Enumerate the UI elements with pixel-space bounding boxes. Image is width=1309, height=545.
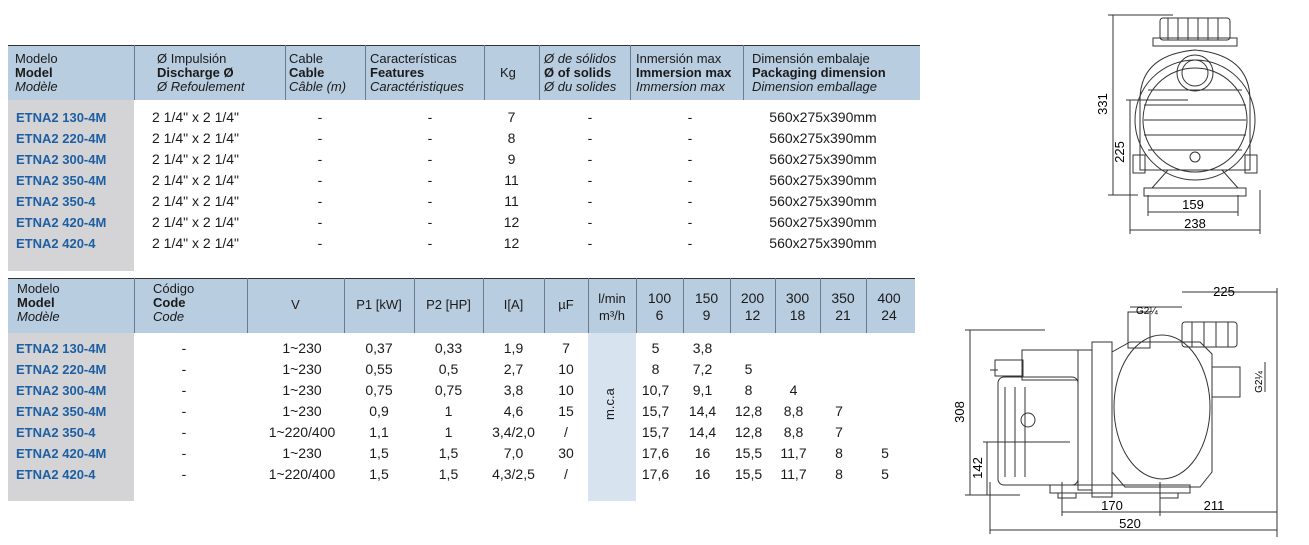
flow-header-200	[730, 290, 775, 324]
table2-head-cell: 12,8	[734, 403, 763, 419]
table2-head-cell: 5	[881, 445, 889, 461]
pump-side-drawing	[950, 282, 1280, 542]
divider	[365, 45, 366, 100]
inlet-label: G2¼	[1136, 306, 1158, 317]
table2-p2-cell: 0,33	[434, 340, 463, 356]
table2-code-cell: -	[181, 361, 187, 377]
table2-head-cell: 14,4	[688, 403, 717, 419]
table1-solids-cell: -	[587, 130, 593, 146]
header-packaging: Dimensión embalaje Packaging dimension Dimension emballage	[752, 51, 886, 94]
table2-head-cell: 8,8	[783, 424, 804, 440]
flow-lmin: 200	[740, 290, 765, 306]
table1-cable-cell: -	[317, 193, 323, 209]
dim-170: 170	[1101, 498, 1123, 513]
table1-immersion-cell: -	[687, 193, 693, 209]
table1-solids-cell: -	[587, 214, 593, 230]
table2-head-cell: 11,7	[780, 445, 807, 461]
flow-m3h: 12	[744, 307, 761, 323]
table1-features-cell: -	[427, 130, 433, 146]
header2-code: Código Code Code	[153, 281, 195, 324]
table2-p2-cell: 1,5	[438, 466, 459, 482]
table1-features-cell: -	[427, 193, 433, 209]
header-immersion: Inmersión max Immersion max Immersion max	[636, 51, 732, 94]
table2-p1-cell: 1,1	[369, 424, 389, 440]
header-discharge: Ø Impulsión Discharge Ø Ø Refoulement	[157, 51, 245, 94]
table2-i-cell: 3,4/2,0	[492, 424, 535, 440]
table2-code-cell: -	[181, 445, 187, 461]
table2-head-cell: 10,7	[641, 382, 670, 398]
table1-packaging-cell: 560x275x390mm	[769, 214, 877, 230]
header2-uf: µF	[558, 297, 574, 312]
table2-head-cell: 8	[651, 361, 660, 377]
table2-head-cell: 16	[694, 466, 711, 482]
table2-uf-cell: 7	[562, 340, 570, 356]
flow-header-150	[683, 290, 730, 324]
table2-p2-cell: 1	[444, 403, 453, 419]
header-model: Modelo Model Modèle	[15, 51, 58, 94]
table2-code-cell: -	[181, 382, 187, 398]
header2-i: I[A]	[503, 297, 524, 312]
table1-kg-cell: 11	[504, 172, 519, 188]
table2-v-cell: 1~220/400	[268, 424, 336, 440]
table1-discharge-cell: 2 1/4" x 2 1/4"	[152, 151, 239, 167]
table2-p1-cell: 0,9	[369, 403, 389, 419]
table2-head-cell: 17,6	[641, 466, 670, 482]
header2-p2: P2 [HP]	[426, 297, 471, 312]
table1-packaging-cell: 560x275x390mm	[769, 109, 877, 125]
table2-head-cell: 4	[789, 382, 798, 398]
table1-solids-cell: -	[587, 235, 593, 251]
table2-head-cell: 7	[835, 403, 843, 419]
table2-model-cell: ETNA2 350-4	[16, 425, 96, 440]
table2-head-cell: 5	[881, 466, 889, 482]
flow-lmin: 150	[694, 290, 719, 306]
table2-head-cell: 15,7	[641, 403, 670, 419]
table2-p2-cell: 1	[444, 424, 453, 440]
flow-lmin: 350	[831, 290, 855, 306]
table1-cable-cell: -	[317, 172, 323, 188]
flow-header-100	[636, 290, 683, 324]
dim-225: 225	[1112, 141, 1127, 163]
flow-header-400	[866, 290, 912, 324]
table2-v-cell: 1~220/400	[268, 466, 336, 482]
table2-head-cell: 12,8	[734, 424, 763, 440]
table2-v-cell: 1~230	[282, 403, 322, 419]
table1-model-cell: ETNA2 350-4	[16, 194, 96, 209]
table2-p1-cell: 0,55	[365, 361, 393, 377]
table2-uf-cell: 30	[558, 445, 574, 461]
table1-solids-cell: -	[587, 172, 593, 188]
table2-head-cell: 11,7	[780, 466, 807, 482]
table2-v-cell: 1~230	[282, 445, 322, 461]
table1-immersion-cell: -	[687, 151, 693, 167]
table2-p2-cell: 0,75	[434, 382, 463, 398]
table2-model-cell: ETNA2 420-4	[16, 467, 96, 482]
table1-features-cell: -	[427, 172, 433, 188]
table2-p1-cell: 1,5	[369, 466, 389, 482]
divider	[630, 45, 631, 100]
table1-kg-cell: 11	[504, 193, 519, 209]
table2-i-cell: 4,3/2,5	[492, 466, 535, 482]
table1-cable-cell: -	[317, 235, 323, 251]
table1-cable-cell: -	[317, 109, 323, 125]
table2-code-cell: -	[181, 403, 187, 419]
table1-kg-cell: 8	[507, 130, 516, 146]
table2-head-cell: 7,2	[692, 361, 713, 377]
table2-p1-cell: 0,75	[365, 382, 393, 398]
table1-discharge-cell: 2 1/4" x 2 1/4"	[152, 130, 239, 146]
flow-m3h: 21	[835, 307, 851, 323]
table2-uf-cell: 10	[558, 361, 574, 377]
flow-m3h: 24	[881, 307, 897, 323]
table2-p1-cell: 0,37	[365, 340, 393, 356]
table2-p2-cell: 0,5	[438, 361, 459, 377]
table1-immersion-cell: -	[687, 214, 693, 230]
table1-cable-cell: -	[317, 151, 323, 167]
table1-kg-cell: 12	[503, 235, 520, 251]
table2-head-cell: 3,8	[692, 340, 713, 356]
table2-i-cell: 4,6	[503, 403, 524, 419]
table2-head-cell: 8	[835, 466, 843, 482]
table2-uf-cell: 10	[558, 382, 574, 398]
header2-p1: P1 [kW]	[356, 297, 402, 312]
dim-238: 238	[1184, 216, 1206, 231]
dim-142: 142	[970, 457, 985, 479]
table2-code-cell: -	[181, 424, 187, 440]
table1-model-cell: ETNA2 300-4M	[16, 152, 107, 167]
table1-features-cell: -	[427, 214, 433, 230]
divider	[484, 45, 485, 100]
table2-code-cell: -	[181, 340, 187, 356]
table1-kg-cell: 12	[503, 214, 520, 230]
table2-head-cell: 9,1	[692, 382, 713, 398]
table2-head-cell: 15,7	[641, 424, 670, 440]
table1-discharge-cell: 2 1/4" x 2 1/4"	[152, 172, 239, 188]
header2-v: V	[291, 297, 300, 312]
table1-model-cell: ETNA2 130-4M	[16, 110, 107, 125]
table2-top-rule	[8, 278, 915, 279]
table2-uf-cell: /	[564, 424, 568, 440]
table1-packaging-cell: 560x275x390mm	[769, 130, 877, 146]
table2-uf-cell: 15	[558, 403, 574, 419]
table1-features-cell: -	[427, 151, 433, 167]
table1-model-cell: ETNA2 350-4M	[16, 173, 107, 188]
table2-model-cell: ETNA2 350-4M	[16, 404, 107, 419]
flow-m3h: 18	[789, 307, 806, 323]
table2-head-cell: 5	[744, 361, 753, 377]
table2-code-cell: -	[181, 466, 187, 482]
table2-head-cell: 8,8	[783, 403, 804, 419]
table2-head-cell: 5	[651, 340, 660, 356]
table1-discharge-cell: 2 1/4" x 2 1/4"	[152, 193, 239, 209]
header-kg: Kg	[500, 65, 516, 80]
table1-immersion-cell: -	[687, 109, 693, 125]
table2-v-cell: 1~230	[282, 340, 322, 356]
table2-head-cell: 15,5	[734, 445, 763, 461]
table1-features-cell: -	[427, 235, 433, 251]
table2-model-cell: ETNA2 130-4M	[16, 341, 107, 356]
table1-cable-cell: -	[317, 130, 323, 146]
table2-p1-cell: 1,5	[369, 445, 389, 461]
table2-i-cell: 1,9	[503, 340, 524, 356]
table2-head-cell: 16	[694, 445, 711, 461]
outlet-label: G2¼	[1254, 371, 1265, 393]
table2-uf-cell: /	[564, 466, 568, 482]
table1-discharge-cell: 2 1/4" x 2 1/4"	[152, 235, 239, 251]
divider	[539, 45, 540, 100]
dim-211: 211	[1203, 498, 1225, 513]
table1-model-cell: ETNA2 420-4	[16, 236, 96, 251]
table2-v-cell: 1~230	[282, 361, 322, 377]
table1-packaging-cell: 560x275x390mm	[769, 151, 877, 167]
table1-packaging-cell: 560x275x390mm	[769, 235, 877, 251]
dim-520: 520	[1119, 516, 1141, 531]
flow-header-300	[775, 290, 820, 324]
flow-header-350	[820, 290, 866, 324]
header2-flow: l/min m³/h	[598, 291, 626, 323]
header-solids: Ø de sólidos Ø of solids Ø du solides	[544, 51, 617, 94]
table1-top-rule	[8, 45, 920, 46]
dim-225-side: 225	[1213, 284, 1235, 299]
flow-m3h: 9	[702, 307, 711, 323]
flow-m3h: 6	[655, 307, 664, 323]
table2-p2-cell: 1,5	[438, 445, 459, 461]
table1-discharge-cell: 2 1/4" x 2 1/4"	[152, 214, 239, 230]
pump-front-drawing	[1078, 0, 1303, 240]
table1-packaging-cell: 560x275x390mm	[769, 172, 877, 188]
table1-immersion-cell: -	[687, 130, 693, 146]
header2-model: Modelo Model Modèle	[17, 281, 60, 324]
table1-model-cell: ETNA2 220-4M	[16, 131, 107, 146]
table2-head-cell: 14,4	[688, 424, 717, 440]
table1-model-cell: ETNA2 420-4M	[16, 215, 107, 230]
divider	[285, 45, 286, 100]
table1-solids-cell: -	[587, 151, 593, 167]
divider	[134, 278, 135, 333]
table2-head-cell: 8	[744, 382, 753, 398]
divider	[134, 45, 135, 100]
table1-cable-cell: -	[317, 214, 323, 230]
table2-head-cell: 7	[835, 424, 843, 440]
table1-immersion-cell: -	[687, 172, 693, 188]
table1-solids-cell: -	[587, 109, 593, 125]
flow-lmin: 400	[877, 290, 901, 306]
dim-331: 331	[1095, 93, 1110, 115]
table2-i-cell: 2,7	[503, 361, 524, 377]
header-cable: Cable Cable Câble (m)	[289, 51, 347, 94]
table2-head-cell: 8	[835, 445, 843, 461]
table2-model-cell: ETNA2 420-4M	[16, 446, 107, 461]
table2-i-cell: 7,0	[503, 445, 524, 461]
table2-head-cell: 15,5	[734, 466, 763, 482]
dim-308: 308	[952, 401, 967, 423]
table1-kg-cell: 7	[507, 109, 516, 125]
flow-lmin: 100	[647, 290, 672, 306]
divider	[743, 45, 744, 100]
table1-kg-cell: 9	[507, 151, 516, 167]
table1-solids-cell: -	[587, 193, 593, 209]
table1-immersion-cell: -	[687, 235, 693, 251]
header-features: Características Features Caractéristiques	[370, 51, 464, 94]
dim-159: 159	[1182, 197, 1204, 212]
mca-label: m.c.a	[602, 388, 617, 420]
table2-model-cell: ETNA2 300-4M	[16, 383, 107, 398]
table2-i-cell: 3,8	[503, 382, 524, 398]
table1-discharge-cell: 2 1/4" x 2 1/4"	[152, 109, 239, 125]
flow-lmin: 300	[785, 290, 810, 306]
table2-model-cell: ETNA2 220-4M	[16, 362, 107, 377]
table2-head-cell: 17,6	[641, 445, 670, 461]
table1-features-cell: -	[427, 109, 433, 125]
table2-v-cell: 1~230	[282, 382, 322, 398]
table1-packaging-cell: 560x275x390mm	[769, 193, 877, 209]
